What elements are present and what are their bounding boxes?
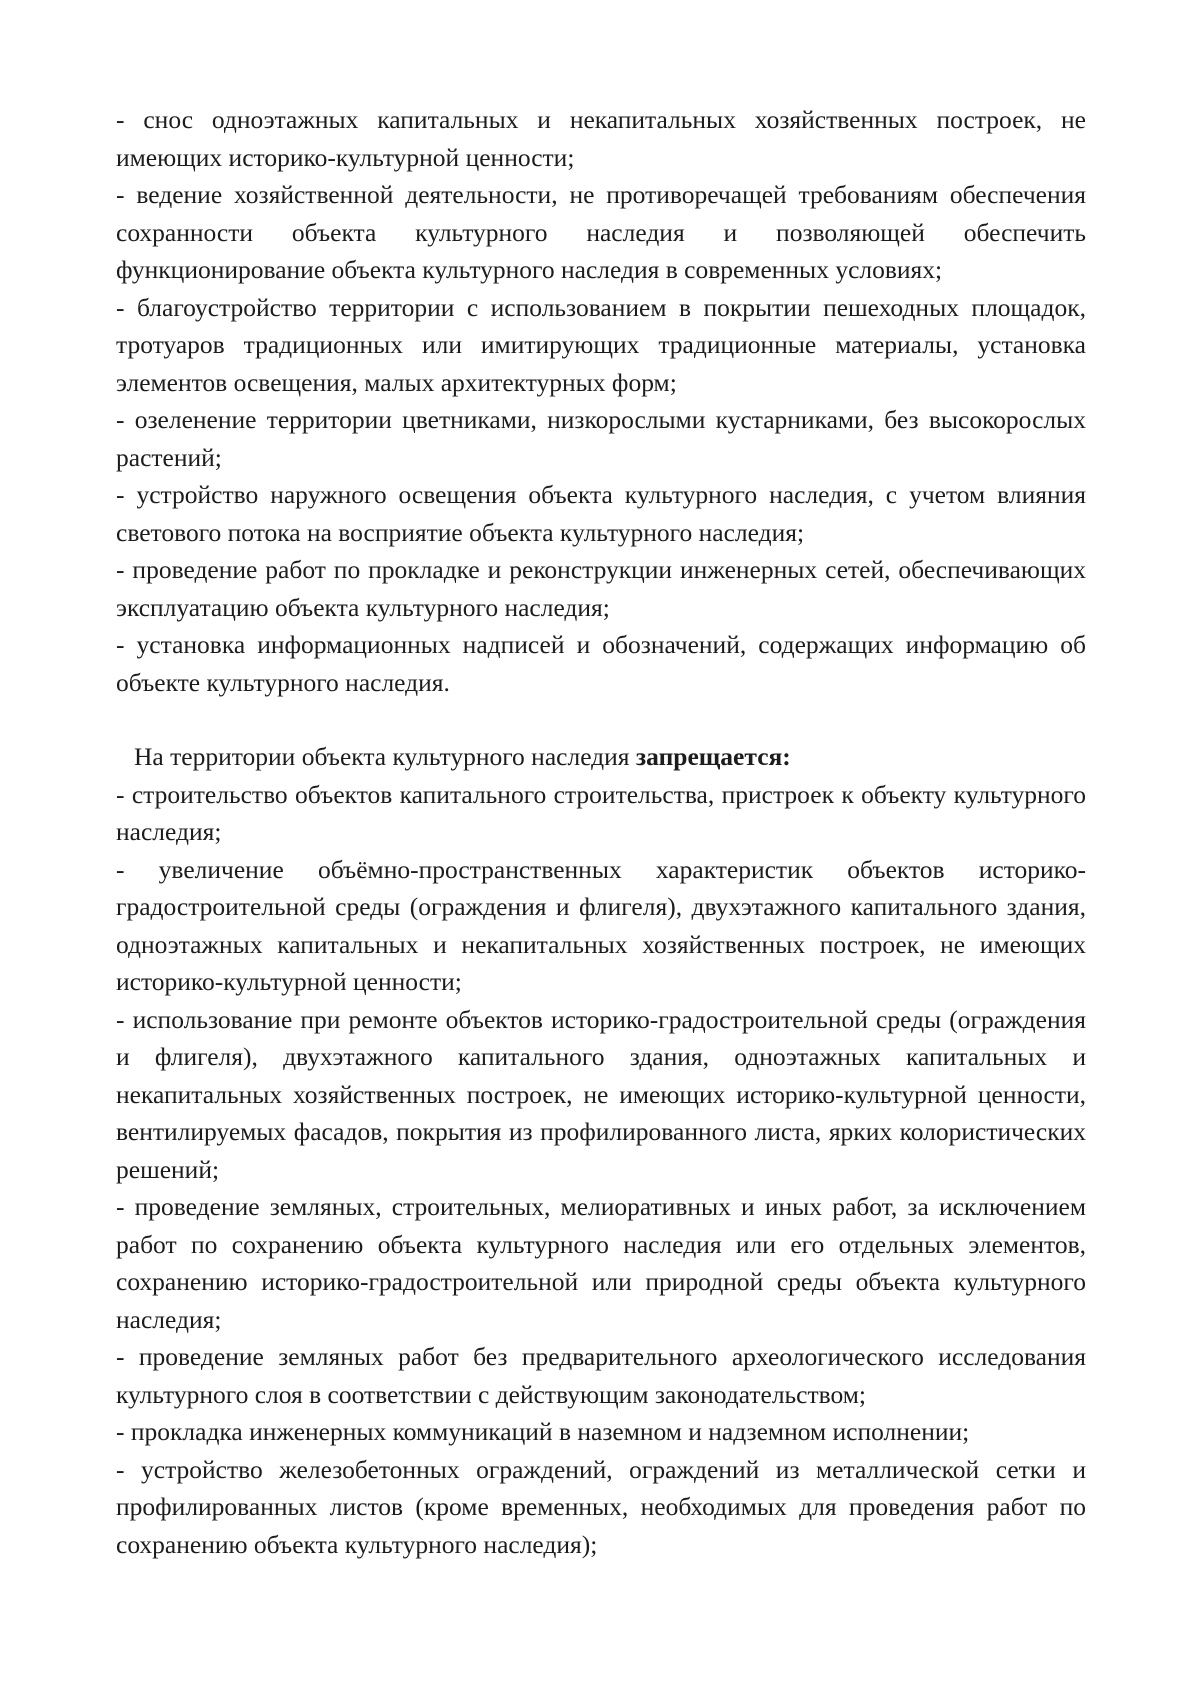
list-item: - благоустройство территории с использованием в покрытии пешеходных площадок, тротуаров традиционных или имитирующих традиционные материалы, установка элементов освещения, малых архитектурных форм; (116, 292, 1086, 397)
list-item: - проведение земляных, строительных, мелиоративных и иных работ, за исключением работ по сохранению объекта культурного наследия или его отдельных элементов, сохранению историко-градостроительной или природной среды объекта культурного наследия; (116, 1192, 1086, 1334)
document-page (116, 101, 1086, 1563)
list-item: - проведение работ по прокладке и реконструкции инженерных сетей, обеспечивающих эксплуатацию объекта культурного наследия; (116, 555, 1086, 622)
paragraph-spacer (116, 701, 1086, 738)
prohibited-keyword: запрещается: (635, 742, 791, 771)
prohibited-intro-text: На территории объекта культурного наследия (134, 742, 630, 771)
allowed-works-list (116, 101, 1086, 701)
list-item: - проведение земляных работ без предварительного археологического исследования культурного слоя в соответствии с действующим законодательством; (116, 1342, 1086, 1409)
list-item: - устройство железобетонных ограждений, ограждений из металлической сетки и профилированных листов (кроме временных, необходимых для проведения работ по сохранению объекта культурного наследия); (116, 1454, 1086, 1559)
list-item: - устройство наружного освещения объекта культурного наследия, с учетом влияния светового потока на восприятие объекта культурного наследия; (116, 480, 1086, 547)
list-item: - увеличение объёмно-пространственных характеристик объектов историко-градостроительной среды (ограждения и флигеля), двухэтажного капитального здания, одноэтажных капитальных и некапитальных хозяйственных построек, не имеющих историко-культурной ценности; (116, 854, 1086, 996)
list-item: - прокладка инженерных коммуникаций в наземном и надземном исполнении; (116, 1417, 970, 1446)
list-item: - озеленение территории цветниками, низкорослыми кустарниками, без высокорослых растений; (116, 405, 1086, 472)
prohibited-heading (116, 738, 1086, 776)
list-item: - строительство объектов капитального строительства, пристроек к объекту культурного наследия; (116, 779, 1086, 846)
list-item: - установка информационных надписей и обозначений, содержащих информацию об объекте культурного наследия. (116, 630, 1086, 697)
prohibited-works-list (116, 776, 1086, 1564)
list-item: - использование при ремонте объектов историко-градостроительной среды (ограждения и флигеля), двухэтажного капитального здания, одноэтажных капитальных и некапитальных хозяйственных построек, не имеющих историко-культурной ценности, вентилируемых фасадов, покрытия из профилированного листа, ярких колористических решений; (116, 1004, 1086, 1184)
list-item: - ведение хозяйственной деятельности, не противоречащей требованиям обеспечения сохранности объекта культурного наследия и позволяющей обеспечить функционирование объекта культурного наследия в современных условиях; (116, 180, 1086, 284)
list-item: - снос одноэтажных капитальных и некапитальных хозяйственных построек, не имеющих историко-культурной ценности; (116, 105, 1086, 172)
